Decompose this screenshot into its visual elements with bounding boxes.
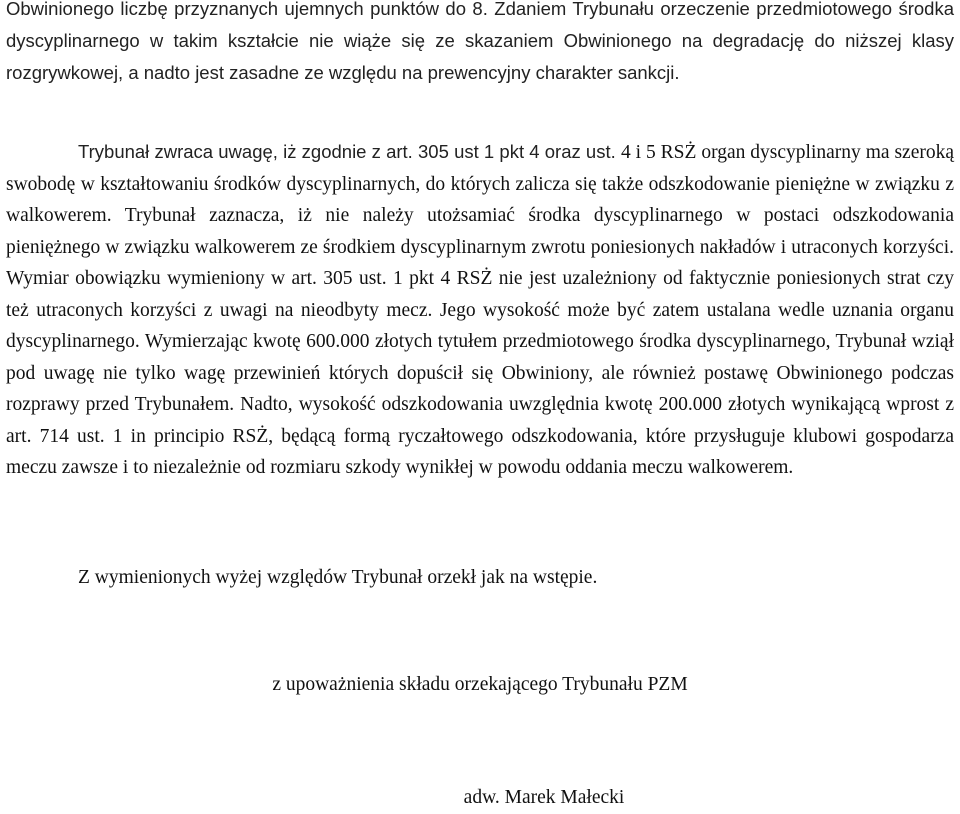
paragraph-lead-text: Trybunał zwraca uwagę, iż zgodnie z art. 305 ust 1 pkt 4 oraz ust.	[78, 141, 621, 162]
authorization-line: z upoważnienia składu orzekającego Trybunału PZM	[272, 674, 688, 695]
signature-line: adw. Marek Małecki	[463, 787, 625, 808]
paragraph-legal-basis	[6, 136, 954, 484]
paragraph-conclusion: Z wymienionych wyżej względów Trybunał orzekł jak na wstępie.	[78, 567, 598, 588]
paragraph-body-text: 4 i 5 RSŻ organ dyscyplinarny ma szeroką swobodę w kształtowaniu środków dyscyplinarnych, do których zalicza się także odszkodowanie pieniężne w związku z walkowerem. Trybunał zaznacza, iż nie należy utożsamiać środka dyscyplinarnego w postaci odszkodowania pieniężnego w związku walkowerem ze środkiem dyscyplinarnym zwrotu poniesionych nakładów i utraconych korzyści. Wymiar obowiązku wymieniony w art. 305 ust. 1 pkt 4 RSŻ nie jest uzależniony od faktycznie poniesionych strat czy też utraconych korzyści z uwagi na nieodbyty mecz. Jego wysokość może być zatem ustalana wedle uznania organu dyscyplinarnego. Wymierzając kwotę 600.000 złotych tytułem przedmiotowego środka dyscyplinarnego, Trybunał wziął pod uwagę nie tylko wagę przewinień których dopuścił się Obwiniony, ale również postawę Obwinionego podczas rozprawy przed Trybunałem. Nadto, wysokość odszkodowania uwzględnia kwotę 200.000 złotych wynikającą wprost z art. 714 ust. 1 in principio RSŻ, będącą formą ryczałtowego odszkodowania, które przysługuje klubowi gospodarza meczu zawsze i to niezależnie od rozmiaru szkody wynikłej w powodu oddania meczu walkowerem.	[6, 142, 954, 478]
paragraph-justification-end: Obwinionego liczbę przyznanych ujemnych punktów do 8. Zdaniem Trybunału orzeczenie przedmiotowego środka dyscyplinarnego w takim kształcie nie wiąże się ze skazaniem Obwinionego na degradację do niższej klasy rozgrywkowej, a nadto jest zasadne ze względu na prewencyjny charakter sankcji.	[6, 0, 954, 83]
